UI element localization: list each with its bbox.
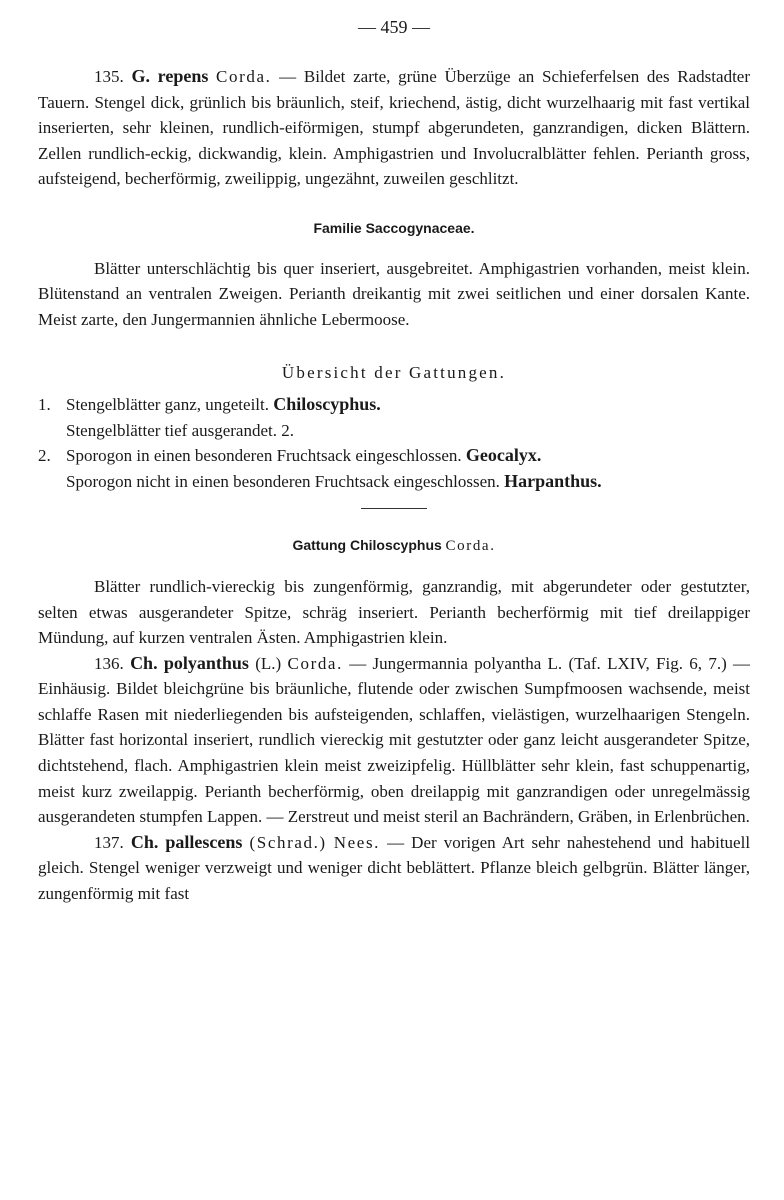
- key-number: 2.: [38, 446, 51, 466]
- key-genus: Harpanthus.: [504, 470, 602, 491]
- divider: [361, 508, 427, 509]
- key-row: [38, 443, 750, 469]
- genus-abbreviation: Ch.: [130, 831, 159, 852]
- species-name: repens: [157, 66, 209, 86]
- entry-135: [38, 64, 750, 192]
- key-text: Stengelblätter ganz, ungeteilt.: [66, 394, 269, 414]
- entry-text: — Bildet zarte, grüne Überzüge an Schieferfelsen des Radstadter Tauern. Stengel dick, grünlich bis bräunlich, steif, kriechend, ästig, dicht wurzelhaarig mit fast vertikal inserierten, sehr kleinen, rundlich-eiförmigen, stumpf abgerundeten, ganzrandigen, dicken Blättern. Zellen rundlich-eckig, dickwandig, klein. Amphigastrien und Involucralblätter fehlen. Perianth gross, aufsteigend, becherförmig, zweilippig, ungezähnt, zuweilen geschlitzt.: [38, 67, 750, 189]
- key-text: Stengelblätter tief ausgerandet. 2.: [66, 420, 294, 440]
- entry-137: [38, 830, 750, 907]
- species-author-prefix: (L.): [255, 653, 282, 673]
- key-genus: Chiloscyphus.: [273, 393, 381, 414]
- key-row: [38, 469, 750, 495]
- genus-heading-name: Gattung Chiloscyphus: [292, 537, 442, 554]
- entry-136: [38, 651, 750, 830]
- key-row: [38, 392, 750, 418]
- entry-number: 135.: [94, 67, 124, 86]
- genus-abbreviation: G.: [131, 66, 150, 86]
- key-number: [38, 418, 66, 444]
- entry-number: 137.: [94, 832, 124, 852]
- entry-text: — Der vorigen Art sehr nahestehend und habituell gleich. Stengel weniger verzweigt und weniger dicht beblättert. Pflanze bleich gelbgrün. Blätter länger, zungenförmig mit fast: [38, 832, 751, 904]
- key-number: [38, 469, 66, 495]
- entry-text: — Jungermannia polyantha L. (Taf. LXIV, Fig. 6, 7.) — Einhäusig. Bildet bleichgrüne bis bräunliche, flutende oder zwischen Sumpfmoosen wachsende, meist schlaffe Rasen mit niederliegenden bis aufsteigenden, schlaffen, vielästigen, wurzelhaarigen Stengeln. Blätter fast horizontal inseriert, rundlich viereckig mit gestutzter oder ganz leicht ausgerandeter Spitze, dichtstehend, flach. Amphigastrien klein meist zweizipfelig. Hüllblätter sehr klein, fast schuppenartig, meist kurz zweilappig. Perianth becherförmig, oben dreilappig mit ganzrandigen oder unregelmässig ausgerandeten stumpfen Lappen. — Zerstreut und meist steril an Bachrändern, Gräben, in Erlenbrüchen.: [38, 653, 751, 827]
- family-heading: Familie Saccogynaceae.: [313, 219, 475, 236]
- genus-key: [38, 392, 750, 494]
- page-number: — 459 —: [358, 17, 430, 37]
- species-author: Corda.: [287, 653, 343, 673]
- overview-heading: Übersicht der Gattungen.: [281, 363, 507, 383]
- key-number: 1.: [38, 394, 51, 414]
- page: [38, 12, 750, 907]
- genus-abbreviation: Ch.: [130, 652, 158, 673]
- key-row: [38, 418, 750, 444]
- genus-description: Blätter rundlich-viereckig bis zungenförmig, ganzrandig, mit abgerundeter oder gestutzter, selten etwas ausgerandeter Spitze, schräg inseriert. Perianth becherförmig mit tief dreilappiger Mündung, auf kurzen ventralen Ästen. Amphigastrien klein.: [38, 576, 750, 648]
- species-author: Corda.: [216, 67, 272, 86]
- genus-heading-author: Corda.: [445, 538, 496, 555]
- key-genus: Geocalyx.: [465, 445, 542, 466]
- family-description: Blätter unterschlächtig bis quer inseriert, ausgebreitet. Amphigastrien vorhanden, meist klein. Blütenstand an ventralen Zweigen. Perianth dreikantig mit zwei seitlichen und einer dorsalen Kante. Meist zarte, den Jungermannien ähnliche Lebermoose.: [38, 258, 750, 329]
- entry-number: 136.: [94, 653, 124, 673]
- genus-heading: [38, 533, 750, 560]
- species-name: pallescens: [165, 831, 243, 852]
- species-author: Nees.: [333, 832, 381, 852]
- species-name: polyanthus: [163, 652, 249, 673]
- species-author-prefix: (Schrad.): [249, 832, 327, 852]
- key-text: Sporogon in einen besonderen Fruchtsack eingeschlossen.: [66, 446, 462, 466]
- key-text: Sporogon nicht in einen besonderen Fruchtsack eingeschlossen.: [66, 471, 500, 491]
